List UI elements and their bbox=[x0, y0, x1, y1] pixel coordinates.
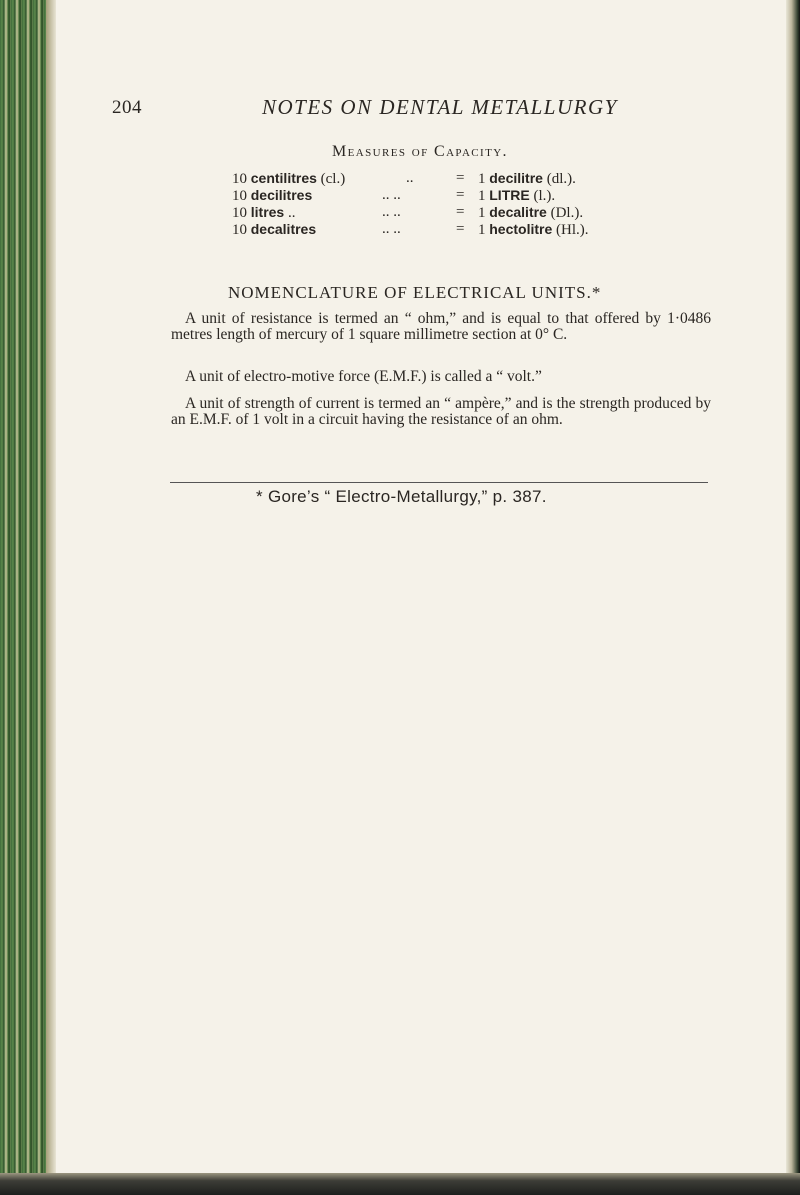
measures-row bbox=[232, 221, 712, 238]
page-stack-bottom bbox=[0, 1173, 800, 1195]
row-equals: = bbox=[456, 204, 465, 220]
measures-table bbox=[232, 170, 712, 238]
row-result-unit: decilitre bbox=[489, 170, 543, 186]
row-result-quantity: 1 bbox=[478, 171, 486, 187]
row-quantity: 10 bbox=[232, 222, 247, 238]
running-title: NOTES ON DENTAL METALLURGY bbox=[262, 95, 618, 119]
row-unit: decalitres bbox=[250, 221, 317, 237]
paragraph-volt-text: A unit of electro-motive force (E.M.F.) is called a “ volt.” bbox=[185, 368, 542, 385]
row-result-unit: LITRE bbox=[489, 187, 530, 203]
row-equals: = bbox=[456, 170, 465, 186]
row-quantity: 10 bbox=[232, 188, 247, 204]
paragraph-volt bbox=[171, 369, 711, 385]
measures-row bbox=[232, 170, 712, 187]
paragraph-ampere bbox=[171, 396, 711, 428]
row-result-unit: decalitre bbox=[489, 204, 547, 220]
row-unit: centilitres bbox=[250, 170, 317, 186]
measures-row bbox=[232, 187, 712, 204]
row-equals: = bbox=[456, 187, 465, 203]
page-header bbox=[112, 95, 632, 123]
row-equals: = bbox=[456, 221, 465, 237]
paragraph-ohm bbox=[171, 311, 711, 343]
row-result-quantity: 1 bbox=[478, 188, 486, 204]
measures-row bbox=[232, 204, 712, 221]
row-unit: litres bbox=[250, 204, 285, 220]
paragraph-ampere-text: A unit of strength of current is termed an “ ampère,” and is the strength produced by an E.M.F. of 1 volt in a circuit having the resistance of an ohm. bbox=[171, 395, 711, 428]
row-quantity: 10 bbox=[232, 205, 247, 221]
row-result-abbr: (Hl.). bbox=[556, 222, 589, 238]
row-result-abbr: (dl.). bbox=[546, 171, 576, 187]
page-stack-left bbox=[46, 0, 56, 1195]
footnote: * Gore’s “ Electro-Metallurgy,” p. 387. bbox=[256, 487, 547, 506]
page-number: 204 bbox=[112, 97, 142, 118]
row-result-unit: hectolitre bbox=[489, 221, 553, 237]
row-result-quantity: 1 bbox=[478, 205, 486, 221]
row-result-quantity: 1 bbox=[478, 222, 486, 238]
book-spine bbox=[0, 0, 46, 1195]
row-leader-dots: .. bbox=[406, 170, 414, 186]
row-abbr: (cl.) bbox=[320, 171, 346, 187]
row-result-abbr: (l.). bbox=[533, 188, 556, 204]
nomenclature-heading: NOMENCLATURE OF ELECTRICAL UNITS.* bbox=[228, 283, 602, 302]
measures-heading: Measures of Capacity. bbox=[332, 143, 508, 160]
row-quantity: 10 bbox=[232, 171, 247, 187]
row-result-abbr: (Dl.). bbox=[550, 205, 584, 221]
page-stack-right bbox=[786, 0, 800, 1195]
row-leader-dots: .. .. bbox=[382, 204, 401, 220]
row-leader-dots: .. .. bbox=[382, 187, 401, 203]
row-unit: decilitres bbox=[250, 187, 313, 203]
row-leader-dots: .. .. bbox=[382, 221, 401, 237]
row-abbr: .. bbox=[287, 205, 296, 221]
paragraph-ohm-text: A unit of resistance is termed an “ ohm,” and is equal to that offered by 1·0486 metres length of mercury of 1 square millimetre section at 0° C. bbox=[171, 310, 711, 343]
footnote-divider bbox=[170, 482, 708, 483]
